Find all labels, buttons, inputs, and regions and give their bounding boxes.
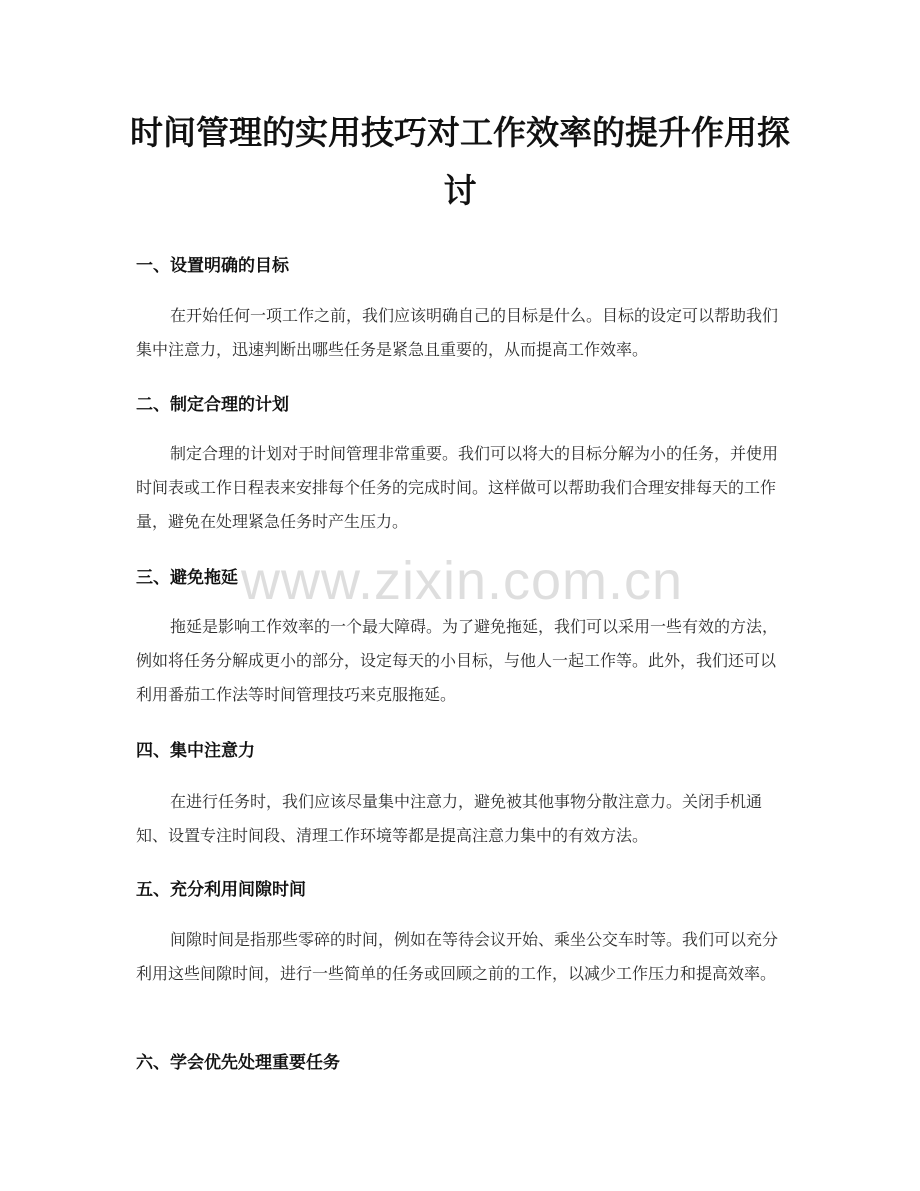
section-heading-2: 二、制定合理的计划: [136, 395, 289, 415]
section-body-3: 拖延是影响工作效率的一个最大障碍。为了避免拖延，我们可以采用一些有效的方法，例如将任务分解成更小的部分，设定每天的小目标，与他人一起工作等。此外，我们还可以利用番茄工作法等时间管理技巧来克服拖延。: [136, 617, 779, 704]
section-heading-1: 一、设置明确的目标: [136, 256, 289, 276]
section-body-4: 在进行任务时，我们应该尽量集中注意力，避免被其他事物分散注意力。关闭手机通知、设置专注时间段、清理工作环境等都是提高注意力集中的有效方法。: [136, 792, 763, 845]
section-heading-3: 三、避免拖延: [136, 568, 238, 588]
section-heading-4: 四、集中注意力: [136, 741, 255, 761]
watermark: www.zixin.com.cn: [240, 551, 684, 611]
section-body-1: 在开始任何一项工作之前，我们应该明确自己的目标是什么。目标的设定可以帮助我们集中注意力，迅速判断出哪些任务是紧急且重要的，从而提高工作效率。: [136, 306, 779, 359]
document-title: 时间管理的实用技巧对工作效率的提升作用探讨: [130, 113, 790, 210]
section-body-2: 制定合理的计划对于时间管理非常重要。我们可以将大的目标分解为小的任务，并使用时间表或工作日程表来安排每个任务的完成时间。这样做可以帮助我们合理安排每天的工作量，避免在处理紧急任务时产生压力。: [136, 444, 779, 531]
section-heading-5: 五、充分利用间隙时间: [136, 880, 306, 900]
section-body-5: 间隙时间是指那些零碎的时间，例如在等待会议开始、乘坐公交车时等。我们可以充分利用这些间隙时间，进行一些简单的任务或回顾之前的工作，以减少工作压力和提高效率。: [136, 930, 779, 983]
section-heading-6: 六、学会优先处理重要任务: [136, 1053, 340, 1073]
